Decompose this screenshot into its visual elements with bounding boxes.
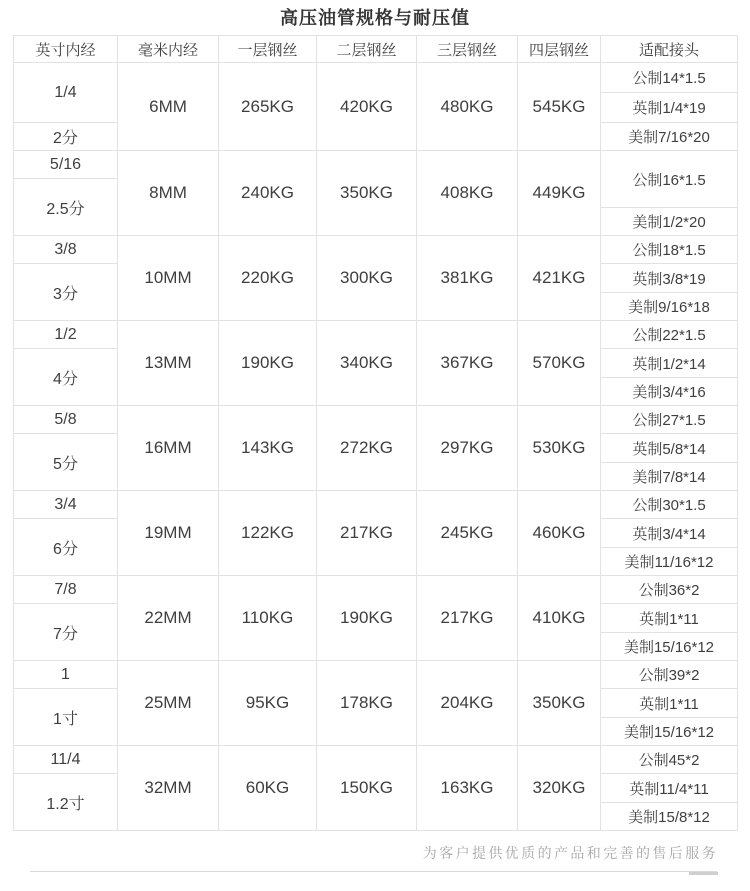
inch-cell: 7/8 [14, 576, 118, 604]
fitting-cell: 公制27*1.5 [601, 406, 738, 434]
inch-cell: 11/4 [14, 746, 118, 774]
table-row [14, 63, 738, 93]
table-row [14, 491, 738, 519]
wire-layer3-cell: 408KG [417, 151, 518, 236]
mm-cell: 22MM [118, 576, 219, 661]
table-row [14, 661, 738, 689]
inch-cell: 3分 [14, 264, 118, 321]
fitting-cell: 英制1/2*14 [601, 349, 738, 378]
inch-cell: 2分 [14, 123, 118, 151]
header-cell-5: 四层钢丝 [518, 36, 601, 63]
mm-cell: 16MM [118, 406, 219, 491]
wire-layer2-cell: 350KG [317, 151, 417, 236]
wire-layer4-cell: 421KG [518, 236, 601, 321]
table-body [14, 63, 738, 831]
fitting-cell: 公制16*1.5 [601, 151, 738, 208]
table-row [14, 321, 738, 349]
fitting-cell: 公制45*2 [601, 746, 738, 774]
wire-layer1-cell: 190KG [219, 321, 317, 406]
table-row [14, 151, 738, 179]
header-cell-2: 一层钢丝 [219, 36, 317, 63]
fitting-cell: 公制36*2 [601, 576, 738, 604]
wire-layer2-cell: 217KG [317, 491, 417, 576]
mm-cell: 32MM [118, 746, 219, 831]
wire-layer4-cell: 460KG [518, 491, 601, 576]
fitting-cell: 英制1*11 [601, 689, 738, 718]
wire-layer3-cell: 381KG [417, 236, 518, 321]
inch-cell: 1.2寸 [14, 774, 118, 831]
wire-layer1-cell: 95KG [219, 661, 317, 746]
fitting-cell: 美制15/8*12 [601, 803, 738, 831]
wire-layer2-cell: 178KG [317, 661, 417, 746]
fitting-cell: 公制14*1.5 [601, 63, 738, 93]
fitting-cell: 美制7/8*14 [601, 463, 738, 491]
fitting-cell: 公制22*1.5 [601, 321, 738, 349]
inch-cell: 2.5分 [14, 179, 118, 236]
header-cell-1: 毫米内经 [118, 36, 219, 63]
wire-layer2-cell: 420KG [317, 63, 417, 151]
wire-layer3-cell: 204KG [417, 661, 518, 746]
fitting-cell: 美制1/2*20 [601, 208, 738, 236]
fitting-cell: 英制1*11 [601, 604, 738, 633]
wire-layer2-cell: 272KG [317, 406, 417, 491]
wire-layer3-cell: 163KG [417, 746, 518, 831]
wire-layer2-cell: 340KG [317, 321, 417, 406]
wire-layer2-cell: 190KG [317, 576, 417, 661]
wire-layer1-cell: 265KG [219, 63, 317, 151]
fitting-cell: 公制30*1.5 [601, 491, 738, 519]
fitting-cell: 美制15/16*12 [601, 718, 738, 746]
mm-cell: 8MM [118, 151, 219, 236]
inch-cell: 1/4 [14, 63, 118, 123]
mm-cell: 13MM [118, 321, 219, 406]
fitting-cell: 公制18*1.5 [601, 236, 738, 264]
wire-layer4-cell: 350KG [518, 661, 601, 746]
wire-layer4-cell: 530KG [518, 406, 601, 491]
inch-cell: 6分 [14, 519, 118, 576]
wire-layer4-cell: 545KG [518, 63, 601, 151]
table-row [14, 406, 738, 434]
fitting-cell: 美制11/16*12 [601, 548, 738, 576]
inch-cell: 5/16 [14, 151, 118, 179]
inch-cell: 3/8 [14, 236, 118, 264]
inch-cell: 1 [14, 661, 118, 689]
spec-table [13, 35, 738, 831]
inch-cell: 5/8 [14, 406, 118, 434]
footer [0, 831, 750, 891]
inch-cell: 1寸 [14, 689, 118, 746]
footer-underline-mark [689, 872, 718, 875]
inch-cell: 5分 [14, 434, 118, 491]
mm-cell: 25MM [118, 661, 219, 746]
fitting-cell: 英制5/8*14 [601, 434, 738, 463]
wire-layer3-cell: 217KG [417, 576, 518, 661]
header-cell-4: 三层钢丝 [417, 36, 518, 63]
header-cell-6: 适配接头 [601, 36, 738, 63]
wire-layer1-cell: 60KG [219, 746, 317, 831]
wire-layer2-cell: 150KG [317, 746, 417, 831]
wire-layer4-cell: 320KG [518, 746, 601, 831]
inch-cell: 7分 [14, 604, 118, 661]
fitting-cell: 美制3/4*16 [601, 378, 738, 406]
header-cell-0: 英寸内经 [14, 36, 118, 63]
wire-layer1-cell: 220KG [219, 236, 317, 321]
fitting-cell: 英制11/4*11 [601, 774, 738, 803]
header-cell-3: 二层钢丝 [317, 36, 417, 63]
inch-cell: 4分 [14, 349, 118, 406]
wire-layer4-cell: 410KG [518, 576, 601, 661]
table-row [14, 236, 738, 264]
wire-layer1-cell: 143KG [219, 406, 317, 491]
wire-layer3-cell: 297KG [417, 406, 518, 491]
fitting-cell: 英制1/4*19 [601, 93, 738, 123]
table-row [14, 746, 738, 774]
table-row [14, 576, 738, 604]
fitting-cell: 美制7/16*20 [601, 123, 738, 151]
fitting-cell: 英制3/4*14 [601, 519, 738, 548]
wire-layer1-cell: 122KG [219, 491, 317, 576]
fitting-cell: 美制9/16*18 [601, 293, 738, 321]
wire-layer3-cell: 245KG [417, 491, 518, 576]
mm-cell: 10MM [118, 236, 219, 321]
wire-layer2-cell: 300KG [317, 236, 417, 321]
footer-slogan: 为客户提供优质的产品和完善的售后服务 [422, 845, 718, 861]
fitting-cell: 美制15/16*12 [601, 633, 738, 661]
fitting-cell: 公制39*2 [601, 661, 738, 689]
wire-layer1-cell: 240KG [219, 151, 317, 236]
fitting-cell: 英制3/8*19 [601, 264, 738, 293]
wire-layer1-cell: 110KG [219, 576, 317, 661]
inch-cell: 3/4 [14, 491, 118, 519]
footer-divider [30, 871, 717, 872]
wire-layer4-cell: 449KG [518, 151, 601, 236]
table-header-row [14, 36, 738, 63]
wire-layer4-cell: 570KG [518, 321, 601, 406]
wire-layer3-cell: 480KG [417, 63, 518, 151]
page-title: 高压油管规格与耐压值 [280, 8, 470, 28]
inch-cell: 1/2 [14, 321, 118, 349]
mm-cell: 6MM [118, 63, 219, 151]
wire-layer3-cell: 367KG [417, 321, 518, 406]
mm-cell: 19MM [118, 491, 219, 576]
